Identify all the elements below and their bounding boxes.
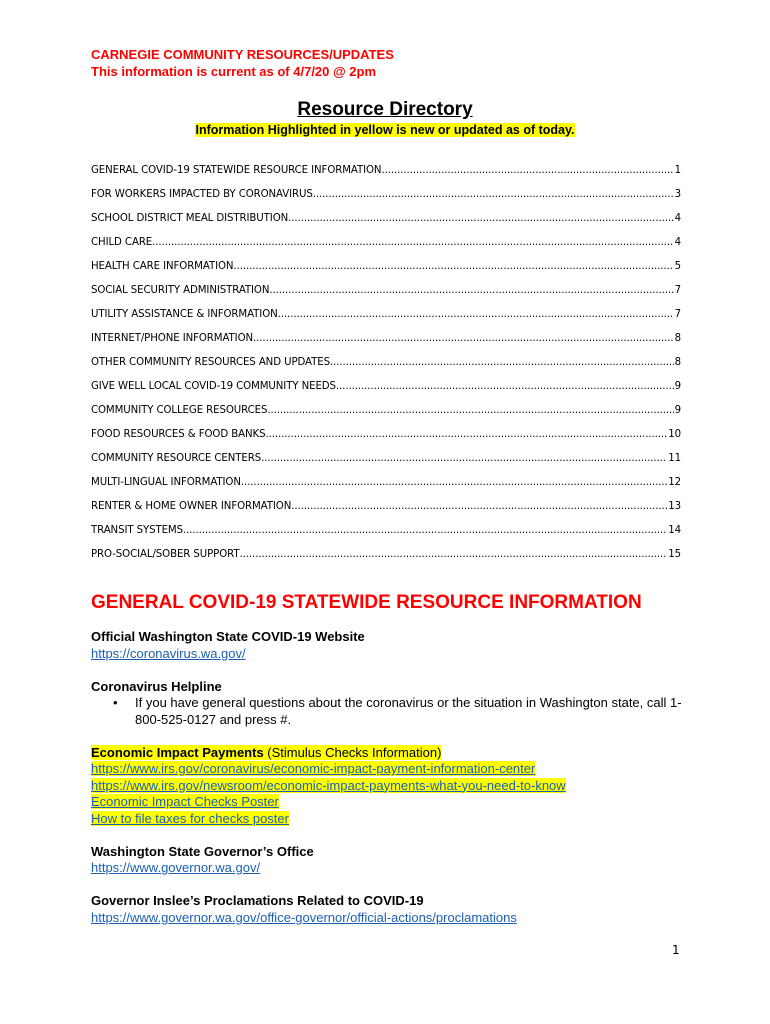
- toc-entry[interactable]: [91, 185, 681, 209]
- toc-entry-label: GENERAL COVID-19 STATEWIDE RESOURCE INFORMATION: [91, 165, 382, 176]
- toc-entry-page: 9: [674, 405, 681, 416]
- page-number: 1: [672, 943, 680, 957]
- toc-entry[interactable]: [91, 305, 681, 329]
- toc-entry[interactable]: [91, 545, 681, 569]
- toc-entry-page: 3: [674, 189, 681, 200]
- toc-entry[interactable]: [91, 425, 681, 449]
- toc-leader-dots: [233, 257, 673, 277]
- eip-link-4[interactable]: How to file taxes for checks poster: [91, 810, 289, 826]
- toc-entry-label: TRANSIT SYSTEMS: [91, 525, 183, 536]
- toc-entry-label: SCHOOL DISTRICT MEAL DISTRIBUTION: [91, 213, 289, 224]
- toc-entry-page: 4: [674, 213, 681, 224]
- helpline-bullet: [91, 695, 683, 728]
- toc-entry-label: FOOD RESOURCES & FOOD BANKS: [91, 429, 266, 440]
- toc-entry-label: HEALTH CARE INFORMATION: [91, 261, 234, 272]
- toc-entry-label: PRO-SOCIAL/SOBER SUPPORT: [91, 549, 240, 560]
- toc-entry-page: 8: [674, 357, 681, 368]
- toc-leader-dots: [265, 425, 667, 445]
- toc-entry-page: 1: [674, 165, 681, 176]
- toc-leader-dots: [330, 353, 674, 373]
- toc-entry-label: COMMUNITY RESOURCE CENTERS: [91, 453, 262, 464]
- section-body: [91, 629, 683, 926]
- toc-entry-page: 13: [668, 501, 681, 512]
- toc-leader-dots: [183, 521, 667, 541]
- helpline-title: Coronavirus Helpline: [91, 678, 222, 694]
- toc-entry-label: UTILITY ASSISTANCE & INFORMATION: [91, 309, 278, 320]
- toc-leader-dots: [288, 209, 673, 229]
- helpline-text: If you have general questions about the coronavirus or the situation in Washington state, call 1-800-525-0127 and press #.: [135, 695, 682, 727]
- toc-entry[interactable]: [91, 161, 681, 185]
- toc-entry-page: 15: [668, 549, 681, 560]
- proclamations-title: Governor Inslee’s Proclamations Related to COVID-19: [91, 893, 424, 908]
- wa-site-link[interactable]: https://coronavirus.wa.gov/: [91, 645, 246, 661]
- section-heading: GENERAL COVID-19 STATEWIDE RESOURCE INFORMATION: [91, 592, 642, 613]
- toc-entry[interactable]: [91, 281, 681, 305]
- gov-office-link[interactable]: https://www.governor.wa.gov/: [91, 860, 261, 875]
- toc-leader-dots: [261, 449, 667, 469]
- toc-leader-dots: [381, 161, 673, 181]
- page-subtitle: [0, 122, 770, 138]
- toc-entry[interactable]: [91, 401, 681, 425]
- toc-entry-label: CHILD CARE: [91, 237, 153, 248]
- toc-entry-label: GIVE WELL LOCAL COVID-19 COMMUNITY NEEDS: [91, 381, 336, 392]
- toc-entry[interactable]: [91, 449, 681, 473]
- toc-leader-dots: [253, 329, 674, 349]
- bullet-icon: •: [113, 695, 118, 710]
- toc-entry[interactable]: [91, 329, 681, 353]
- toc-leader-dots: [313, 185, 674, 205]
- toc-leader-dots: [269, 281, 673, 301]
- table-of-contents: [91, 161, 681, 569]
- toc-entry-label: MULTI-LINGUAL INFORMATION: [91, 477, 241, 488]
- toc-entry-page: 10: [668, 429, 681, 440]
- eip-link-3[interactable]: Economic Impact Checks Poster: [91, 794, 279, 809]
- toc-entry-page: 8: [674, 333, 681, 344]
- toc-leader-dots: [278, 305, 674, 325]
- eip-note: (Stimulus Checks Information): [263, 744, 442, 760]
- toc-leader-dots: [291, 497, 667, 517]
- toc-entry[interactable]: [91, 233, 681, 257]
- toc-leader-dots: [267, 401, 673, 421]
- eip-link-2[interactable]: https://www.irs.gov/newsroom/economic-impact-payments-what-you-need-to-know: [91, 777, 566, 793]
- toc-entry[interactable]: [91, 209, 681, 233]
- eip-title: Economic Impact Payments: [91, 744, 264, 760]
- org-header: [91, 46, 394, 80]
- toc-entry-page: 9: [674, 381, 681, 392]
- toc-entry-label: INTERNET/PHONE INFORMATION: [91, 333, 254, 344]
- toc-entry[interactable]: [91, 257, 681, 281]
- toc-entry-page: 4: [674, 237, 681, 248]
- wa-site-title: Official Washington State COVID-19 Website: [91, 629, 365, 644]
- subtitle-highlight: Information Highlighted in yellow is new or updated as of today.: [195, 123, 575, 137]
- toc-entry[interactable]: [91, 353, 681, 377]
- toc-entry-page: 5: [674, 261, 681, 272]
- toc-entry-label: OTHER COMMUNITY RESOURCES AND UPDATES: [91, 357, 330, 368]
- gov-office-title: Washington State Governor’s Office: [91, 843, 314, 859]
- org-header-title: CARNEGIE COMMUNITY RESOURCES/UPDATES: [91, 47, 394, 62]
- toc-entry-label: SOCIAL SECURITY ADMINISTRATION: [91, 285, 270, 296]
- eip-link-1[interactable]: https://www.irs.gov/coronavirus/economic-impact-payment-information-center: [91, 761, 536, 776]
- toc-entry-page: 11: [668, 453, 681, 464]
- toc-entry-page: 7: [674, 309, 681, 320]
- toc-entry[interactable]: [91, 377, 681, 401]
- proclamations-link[interactable]: https://www.governor.wa.gov/office-governor/official-actions/proclamations: [91, 909, 517, 925]
- toc-entry-page: 12: [668, 477, 681, 488]
- toc-entry[interactable]: [91, 521, 681, 545]
- toc-leader-dots: [240, 545, 668, 565]
- toc-leader-dots: [152, 233, 673, 253]
- toc-leader-dots: [336, 377, 674, 397]
- toc-entry[interactable]: [91, 473, 681, 497]
- toc-entry-page: 14: [668, 525, 681, 536]
- toc-leader-dots: [241, 473, 667, 493]
- toc-entry-page: 7: [674, 285, 681, 296]
- toc-entry[interactable]: [91, 497, 681, 521]
- toc-entry-label: RENTER & HOME OWNER INFORMATION: [91, 501, 292, 512]
- page-title: Resource Directory: [297, 99, 473, 120]
- org-header-date: This information is current as of 4/7/20 @ 2pm: [91, 64, 377, 79]
- toc-entry-label: FOR WORKERS IMPACTED BY CORONAVIRUS: [91, 189, 313, 200]
- toc-entry-label: COMMUNITY COLLEGE RESOURCES: [91, 405, 268, 416]
